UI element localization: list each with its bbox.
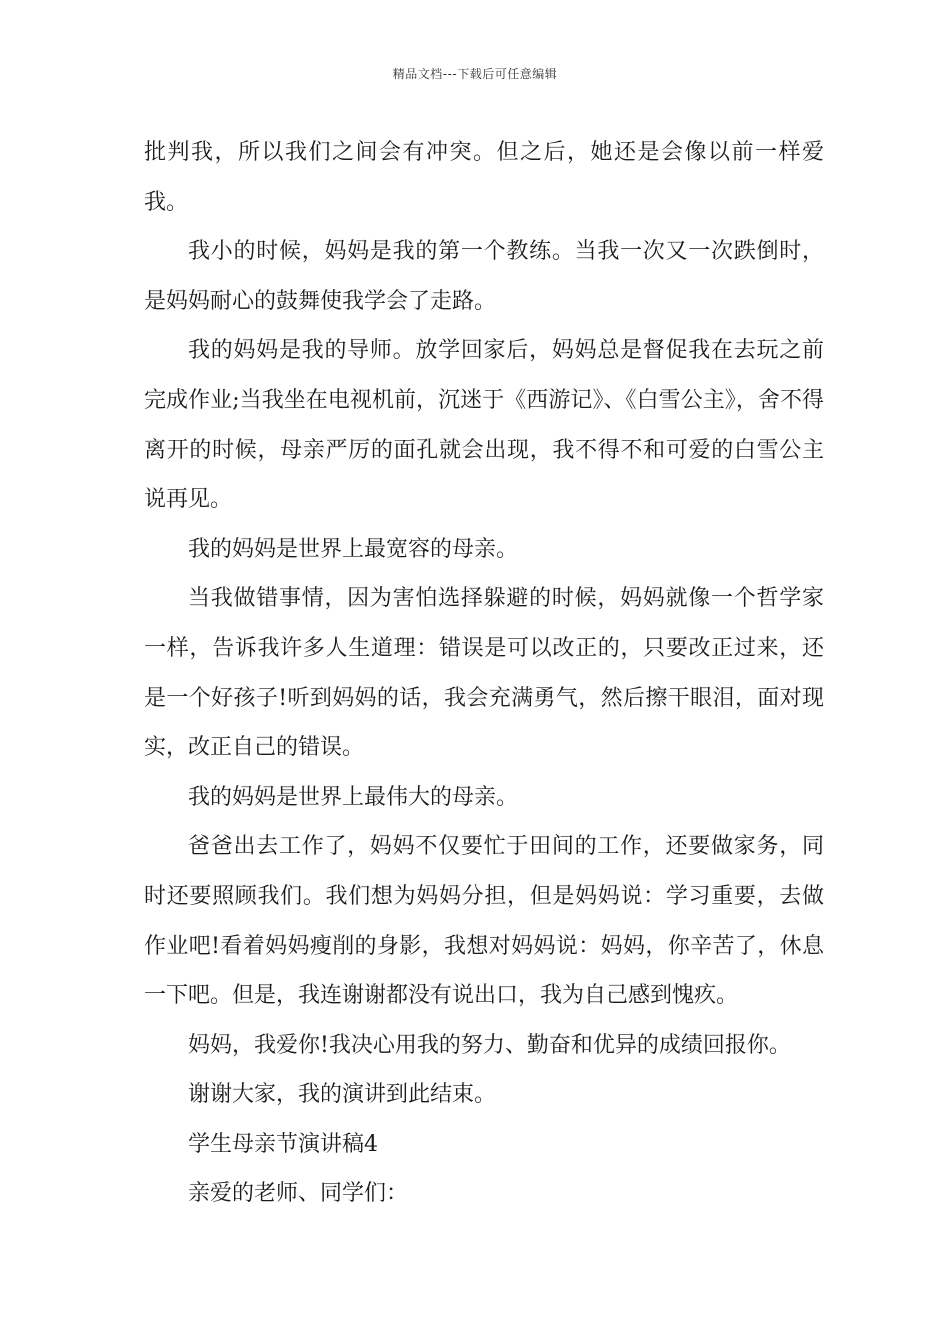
paragraph: 我小的时候，妈妈是我的第一个教练。当我一次又一次跌倒时，是妈妈耐心的鼓舞使我学会了走路。: [144, 239, 824, 314]
document-body: [144, 128, 824, 1219]
page-header: 精品文档---下载后可任意编辑: [392, 67, 558, 81]
section-title: 学生母亲节演讲稿4: [188, 1131, 378, 1157]
paragraph: 妈妈，我爱你!我决心用我的努力、勤奋和优异的成绩回报你。: [188, 1032, 791, 1058]
salutation: 亲爱的老师、同学们：: [188, 1181, 409, 1207]
paragraph: 我的妈妈是世界上最宽容的母亲。: [188, 536, 519, 562]
paragraph: 我的妈妈是我的导师。放学回家后，妈妈总是督促我在去玩之前完成作业;当我坐在电视机前，沉迷于《西游记》、《白雪公主》，舍不得离开的时候，母亲严厉的面孔就会出现，我不得不和可爱的白雪公主说再见。: [144, 338, 824, 513]
paragraph-continuation: 批判我，所以我们之间会有冲突。但之后，她还是会像以前一样爱我。: [144, 140, 824, 215]
paragraph: 爸爸出去工作了，妈妈不仅要忙于田间的工作，还要做家务，同时还要照顾我们。我们想为妈妈分担，但是妈妈说：学习重要，去做作业吧!看着妈妈瘦削的身影，我想对妈妈说：妈妈，你辛苦了，休息一下吧。但是，我连谢谢都没有说出口，我为自己感到愧疚。: [144, 834, 824, 1009]
paragraph: 当我做错事情，因为害怕选择躲避的时候，妈妈就像一个哲学家一样，告诉我许多人生道理：错误是可以改正的，只要改正过来，还是一个好孩子!听到妈妈的话，我会充满勇气，然后擦干眼泪，面对现实，改正自己的错误。: [144, 586, 824, 761]
paragraph: 我的妈妈是世界上最伟大的母亲。: [188, 784, 519, 810]
paragraph: 谢谢大家，我的演讲到此结束。: [188, 1082, 497, 1108]
